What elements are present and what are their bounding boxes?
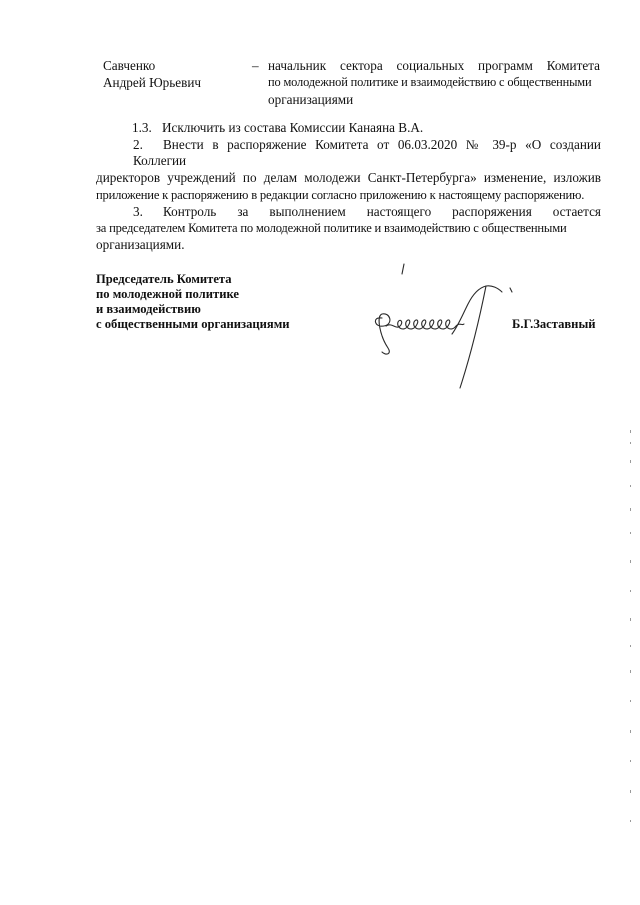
- handwritten-signature: [360, 256, 530, 396]
- signatory-title: [96, 272, 290, 332]
- signature-loop: [375, 314, 390, 354]
- item-3-number: 3.: [133, 203, 143, 219]
- signatory-title-line-1: Председатель Комитета: [96, 272, 232, 286]
- item-2-line-3: приложение к распоряжению в редакции согласно приложению к настоящему распоряжению.: [96, 187, 585, 202]
- signature-tick: [402, 264, 404, 274]
- signer-name: Б.Г.Заставный: [512, 317, 596, 331]
- member-role-line-3: организациями: [268, 92, 354, 107]
- member-role-line-1: начальник сектора социальных программ Комитета: [268, 58, 600, 73]
- item-2-line-1: Внести в распоряжение Комитета от 06.03.2020 № 39-р «О создании Коллегии: [133, 136, 601, 169]
- signature-dot: [510, 288, 512, 292]
- item-2-number: 2.: [133, 136, 143, 152]
- scan-dots: [630, 430, 631, 822]
- member-surname: Савченко: [103, 58, 156, 73]
- item-3-line-3: организациями.: [96, 236, 185, 252]
- signatory-title-line-2: по молодежной политике: [96, 287, 239, 301]
- order-body-text: [96, 120, 601, 254]
- member-role-line-2: по молодежной политике и взаимодействию с общественными: [268, 75, 592, 89]
- signatory-title-line-3: и взаимодействию: [96, 302, 201, 316]
- item-1-3-text: Исключить из состава Комиссии Канаяна В.А.: [162, 120, 424, 135]
- item-3-line-1: Контроль за выполнением настоящего распоряжения остается: [163, 203, 601, 219]
- item-3-line-2: за председателем Комитета по молодежной политике и взаимодействию с общественными: [96, 221, 567, 236]
- member-name: [103, 57, 253, 91]
- item-2-first-line: [96, 137, 601, 170]
- member-dash: –: [252, 58, 259, 73]
- signature-cursive: [386, 320, 464, 329]
- item-2: [96, 137, 601, 204]
- item-1-3: [132, 120, 601, 137]
- member-given-names: Андрей Юрьевич: [103, 75, 202, 90]
- item-3: [96, 204, 601, 254]
- item-2-line-2: директоров учреждений по делам молодежи Санкт-Петербурга» изменение, изложив: [96, 170, 601, 186]
- signatory-title-line-4: с общественными организациями: [96, 317, 290, 331]
- signature-descender: [460, 286, 486, 388]
- item-1-3-number: 1.3.: [132, 120, 152, 135]
- scan-edge-marks: [626, 430, 636, 830]
- member-role: [268, 57, 600, 108]
- item-3-first-line: [96, 204, 601, 221]
- signature-strokes: [375, 264, 512, 388]
